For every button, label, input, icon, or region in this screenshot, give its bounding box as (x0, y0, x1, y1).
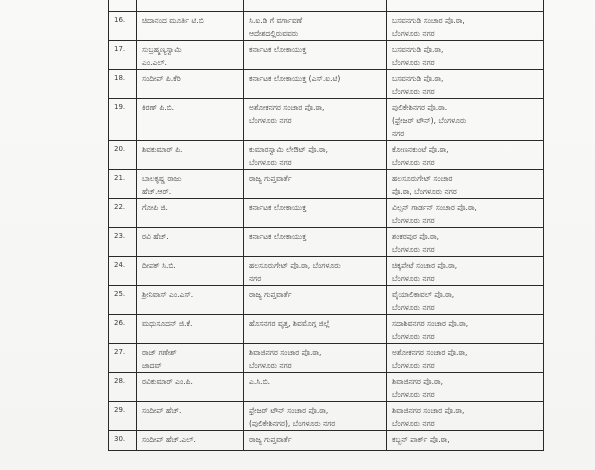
row-number: 22. (109, 199, 137, 228)
transfer-posting: ಹಲಸೂರುಗೇಟ್ ಸಂಚಾರ ಪೊ.ಠಾ, ಬೆಂಗಳೂರು ನಗರ (387, 170, 544, 199)
current-posting: ಹಲಸೂರುಗೇಟ್ ಪೊ.ಠಾ, ಬೆಂಗಳೂರು ನಗರ (244, 257, 387, 286)
table-row (109, 344, 544, 373)
current-posting: ಕರ್ನಾಟಕ ಲೋಕಾಯುಕ್ತ (244, 41, 387, 70)
officer-name (137, 0, 244, 12)
transfer-posting: ಕಬ್ಬನ್ ಪಾರ್ಕ್ ಪೊ.ಠಾ, (387, 431, 544, 451)
row-number: 23. (109, 228, 137, 257)
officer-name: ಬಾಲಕೃಷ್ಣ ರಾಜು ಹೆಚ್.ಆರ್. (137, 170, 244, 199)
current-posting: ರಾಜ್ಯ ಗುಪ್ತವಾರ್ತೆ (244, 170, 387, 199)
table-row (109, 41, 544, 70)
current-posting: ಹೊಸನಗರ ವೃತ್ತ, ಶಿವಮೊಗ್ಗ ಜಿಲ್ಲೆ (244, 315, 387, 344)
table-row (109, 99, 544, 141)
table-row (109, 315, 544, 344)
transfer-posting (387, 0, 544, 12)
current-posting (244, 0, 387, 12)
current-posting: ಕರ್ನಾಟಕ ಲೋಕಾಯುಕ್ತ (244, 199, 387, 228)
officer-name: ದೀಪಕ್ ಸಿ.ಬಿ. (137, 257, 244, 286)
officer-name: ರವಿ ಹೆಚ್. (137, 228, 244, 257)
current-posting: ರಾಜ್ಯ ಗುಪ್ತವಾರ್ತೆ (244, 431, 387, 451)
transfer-posting: ಬಸವನಗುಡಿ ಪೊ.ಠಾ, ಬೆಂಗಳೂರು ನಗರ (387, 70, 544, 99)
transfer-posting: ಕೋಣನಕುಂಟೆ ಪೊ.ಠಾ, ಬೆಂಗಳೂರು ನಗರ (387, 141, 544, 170)
table-body (109, 0, 544, 451)
row-number: 24. (109, 257, 137, 286)
table-row (109, 70, 544, 99)
row-number: 29. (109, 402, 137, 431)
current-posting: ಕುಮಾರಸ್ವಾಮಿ ಲೇಔಟ್ ಪೊ.ಠಾ, ಬೆಂಗಳೂರು ನಗರ (244, 141, 387, 170)
current-posting: ರಾಜ್ಯ ಗುಪ್ತವಾರ್ತೆ (244, 286, 387, 315)
row-number: 30. (109, 431, 137, 451)
transfer-posting: ವಿಲ್ಸನ್ ಗಾರ್ಡನ್ ಸಂಚಾರ ಪೊ.ಠಾ, ಬೆಂಗಳೂರು ನಗರ (387, 199, 544, 228)
row-number: 21. (109, 170, 137, 199)
transfer-posting: ಚಿಕ್ಕಪೇಟೆ ಸಂಚಾರ ಪೊ.ಠಾ, ಬೆಂಗಳೂರು ನಗರ (387, 257, 544, 286)
current-posting: ಕರ್ನಾಟಕ ಲೋಕಾಯುಕ್ತ (ಎಸ್.ಐ.ಟಿ) (244, 70, 387, 99)
row-number: 28. (109, 373, 137, 402)
current-posting: ಅಶೋಕನಗರ ಸಂಚಾರ ಪೊ.ಠಾ, ಬೆಂಗಳೂರು ನಗರ (244, 99, 387, 141)
officer-name: ಸಂದೀಪ್ ಪಿ.ಕೆರಿ (137, 70, 244, 99)
transfer-posting: ಬಸವನಗುಡಿ ಸಂಚಾರ ಪೊ.ಠಾ, ಬೆಂಗಳೂರು ನಗರ (387, 12, 544, 41)
current-posting: ಶಿವಾಜಿನಗರ ಸಂಚಾರ ಪೊ.ಠಾ, ಬೆಂಗಳೂರು ನಗರ (244, 344, 387, 373)
table-row (109, 257, 544, 286)
transfer-posting: ವೈಯಾಲಿಕಾವಲ್ ಪೊ.ಠಾ, ಬೆಂಗಳೂರು ನಗರ (387, 286, 544, 315)
table-row (109, 170, 544, 199)
table-row (109, 431, 544, 451)
table-row (109, 199, 544, 228)
officer-name: ರಾಜ್ ಗಣೇಶ್ ಜಾದವ್ (137, 344, 244, 373)
officer-name: ಶಿವಕುಮಾರ್ ಪಿ. (137, 141, 244, 170)
transfer-posting: ಅಶೋಕನಗರ ಸಂಚಾರ ಪೊ.ಠಾ, ಬೆಂಗಳೂರು ನಗರ (387, 344, 544, 373)
row-number: 27. (109, 344, 137, 373)
transfer-list-table (108, 0, 544, 451)
table-row (109, 373, 544, 402)
row-number: 25. (109, 286, 137, 315)
table-row (109, 402, 544, 431)
table-row (109, 228, 544, 257)
current-posting: ಎ.ಸಿ.ಬಿ. (244, 373, 387, 402)
officer-name: ಚಿದಾನಂದ ಮೂರ್ತಿ ಟಿ.ಬಿ (137, 12, 244, 41)
transfer-posting: ಪುಲಿಕೇಶಿನಗರ ಪೊ.ಠಾ. (ಫ್ರೇಜರ್ ಟೌನ್), ಬೆಂಗಳೂರು ನಗರ (387, 99, 544, 141)
transfer-posting: ಸದಾಶಿವನಗರ ಸಂಚಾರ ಪೊ.ಠಾ, ಬೆಂಗಳೂರು ನಗರ (387, 315, 544, 344)
transfer-posting: ಶಿವಾಜಿನಗರ ಸಂಚಾರ ಪೊ.ಠಾ, ಬೆಂಗಳೂರು ನಗರ (387, 402, 544, 431)
current-posting: ಕರ್ನಾಟಕ ಲೋಕಾಯುಕ್ತ (244, 228, 387, 257)
transfer-posting: ಬಸವನಗುಡಿ ಪೊ.ಠಾ, ಬೆಂಗಳೂರು ನಗರ (387, 41, 544, 70)
row-number: 17. (109, 41, 137, 70)
officer-name: ಸಂದೀಪ್ ಹೆಚ್. (137, 402, 244, 431)
transfer-posting: ಶಂಕರಪುರ ಪೊ.ಠಾ, ಬೆಂಗಳೂರು ನಗರ (387, 228, 544, 257)
row-number: 19. (109, 99, 137, 141)
transfer-posting: ಶಿವಾಜಿನಗರ ಪೊ.ಠಾ, ಬೆಂಗಳೂರು ನಗರ (387, 373, 544, 402)
table-row (109, 286, 544, 315)
officer-name: ಸುಬ್ರಹ್ಮಣ್ಯಸ್ವಾಮಿ ಎಂ.ಎಲ್. (137, 41, 244, 70)
row-number: 26. (109, 315, 137, 344)
table-row (109, 12, 544, 41)
officer-name: ಮಧುಸೂದನ್ ಜಿ.ಕೆ. (137, 315, 244, 344)
row-number (109, 0, 137, 12)
table-row (109, 141, 544, 170)
row-number: 16. (109, 12, 137, 41)
current-posting: ಫ್ರೇಜರ್ ಟೌನ್ ಸಂಚಾರ ಪೊ.ಠಾ, (ಪುಲಿಕೇಶಿನಗರ), ಬೆಂಗಳೂರು ನಗರ (244, 402, 387, 431)
officer-name: ರವಿಕುಮಾರ್ ಎಂ.ಪಿ. (137, 373, 244, 402)
officer-name: ಶ್ರೀನಿವಾಸ್ ಎಂ.ಎಸ್. (137, 286, 244, 315)
current-posting: ಸಿ.ಐ.ಡಿ ಗೆ ವರ್ಗಾವಣೆ ಆದೇಶದಲ್ಲಿರುವವರು (244, 12, 387, 41)
officer-name: ಕಿರಣ್ ಪಿ.ಬಿ. (137, 99, 244, 141)
table-row (109, 0, 544, 12)
row-number: 18. (109, 70, 137, 99)
officer-name: ಗೋಪಿ ಜಿ. (137, 199, 244, 228)
officer-name: ಸಂದೀಪ್ ಹೆಚ್.ಎಲ್. (137, 431, 244, 451)
row-number: 20. (109, 141, 137, 170)
